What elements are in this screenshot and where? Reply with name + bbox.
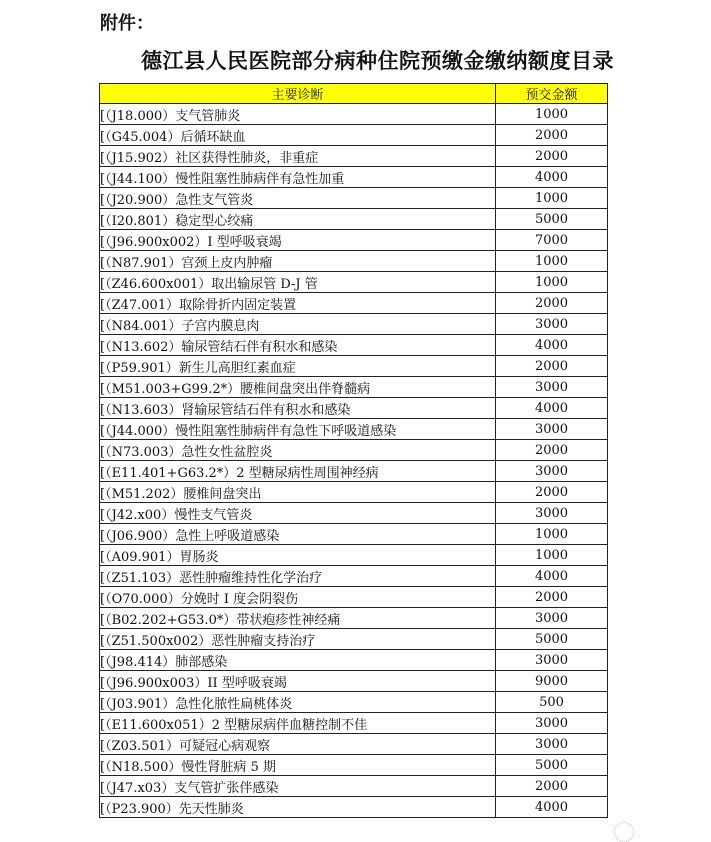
diagnosis-cell: [（P23.900）先天性肺炎: [100, 797, 496, 818]
header-amount: 预交金额: [496, 84, 608, 104]
diagnosis-cell: [（M51.202）腰椎间盘突出: [100, 482, 496, 503]
header-diagnosis: 主要诊断: [100, 84, 496, 104]
diagnosis-cell: [（J18.000）支气管肺炎: [100, 104, 496, 125]
diagnosis-cell: [（Z03.501）可疑冠心病观察: [100, 734, 496, 755]
diagnosis-cell: [（M51.003+G99.2*）腰椎间盘突出伴脊髓病: [100, 377, 496, 398]
amount-cell: 2000: [496, 125, 608, 146]
amount-cell: 4000: [496, 335, 608, 356]
amount-cell: 3000: [496, 377, 608, 398]
diagnosis-cell: [（E11.600x051）2 型糖尿病伴血糖控制不佳: [100, 713, 496, 734]
table-row: [100, 713, 608, 734]
diagnosis-cell: [（E11.401+G63.2*）2 型糖尿病性周围神经病: [100, 461, 496, 482]
diagnosis-cell: [（P59.901）新生儿高胆红素血症: [100, 356, 496, 377]
table-row: [100, 692, 608, 713]
table-body: [100, 104, 608, 818]
table-row: [100, 230, 608, 251]
diagnosis-cell: [（N73.003）急性女性盆腔炎: [100, 440, 496, 461]
amount-cell: 2000: [496, 482, 608, 503]
amount-cell: 1000: [496, 104, 608, 125]
table-header-row: [100, 84, 608, 104]
table-row: [100, 377, 608, 398]
diagnosis-cell: [（Z46.600x001）取出输尿管 D-J 管: [100, 272, 496, 293]
table-row: [100, 650, 608, 671]
amount-cell: 5000: [496, 629, 608, 650]
table-row: [100, 545, 608, 566]
table-row: [100, 104, 608, 125]
attachment-label: 附件：: [100, 13, 154, 34]
diagnosis-cell: [（J20.900）急性支气管炎: [100, 188, 496, 209]
table-row: [100, 776, 608, 797]
table-row: [100, 125, 608, 146]
deposit-table: [99, 83, 608, 818]
table-row: [100, 797, 608, 818]
diagnosis-cell: [（I20.801）稳定型心绞痛: [100, 209, 496, 230]
table-row: [100, 524, 608, 545]
amount-cell: 2000: [496, 587, 608, 608]
amount-cell: 1000: [496, 524, 608, 545]
diagnosis-cell: [（B02.202+G53.0*）带状疱疹性神经痛: [100, 608, 496, 629]
table-row: [100, 566, 608, 587]
amount-cell: 5000: [496, 755, 608, 776]
diagnosis-cell: [（J06.900）急性上呼吸道感染: [100, 524, 496, 545]
amount-cell: 3000: [496, 503, 608, 524]
amount-cell: 1000: [496, 272, 608, 293]
table-row: [100, 167, 608, 188]
diagnosis-cell: [（J98.414）肺部感染: [100, 650, 496, 671]
diagnosis-cell: [（Z47.001）取除骨折内固定装置: [100, 293, 496, 314]
page-title: 德江县人民医院部分病种住院预缴金缴纳额度目录: [141, 48, 614, 73]
amount-cell: 3000: [496, 461, 608, 482]
table-row: [100, 272, 608, 293]
diagnosis-cell: [（J96.900x003）II 型呼吸衰竭: [100, 671, 496, 692]
table-row: [100, 335, 608, 356]
diagnosis-cell: [（Z51.103）恶性肿瘤维持性化学治疗: [100, 566, 496, 587]
amount-cell: 1000: [496, 251, 608, 272]
amount-cell: 2000: [496, 146, 608, 167]
table-row: [100, 146, 608, 167]
diagnosis-cell: [（G45.004）后循环缺血: [100, 125, 496, 146]
amount-cell: 4000: [496, 167, 608, 188]
table-row: [100, 251, 608, 272]
diagnosis-cell: [（O70.000）分娩时 I 度会阴裂伤: [100, 587, 496, 608]
amount-cell: 2000: [496, 440, 608, 461]
table-row: [100, 482, 608, 503]
amount-cell: 4000: [496, 797, 608, 818]
diagnosis-cell: [（J03.901）急性化脓性扁桃体炎: [100, 692, 496, 713]
table-row: [100, 398, 608, 419]
amount-cell: 1000: [496, 188, 608, 209]
amount-cell: 9000: [496, 671, 608, 692]
diagnosis-cell: [（A09.901）胃肠炎: [100, 545, 496, 566]
table-row: [100, 671, 608, 692]
amount-cell: 2000: [496, 356, 608, 377]
amount-cell: 4000: [496, 566, 608, 587]
amount-cell: 3000: [496, 713, 608, 734]
amount-cell: 500: [496, 692, 608, 713]
table-row: [100, 188, 608, 209]
diagnosis-cell: [（N18.500）慢性肾脏病 5 期: [100, 755, 496, 776]
diagnosis-cell: [（N84.001）子宫内膜息肉: [100, 314, 496, 335]
amount-cell: 2000: [496, 776, 608, 797]
diagnosis-cell: [（J47.x03）支气管扩张伴感染: [100, 776, 496, 797]
diagnosis-cell: [（N87.901）宫颈上皮内肿瘤: [100, 251, 496, 272]
amount-cell: 5000: [496, 209, 608, 230]
amount-cell: 4000: [496, 398, 608, 419]
diagnosis-cell: [（N13.602）输尿管结石伴有积水和感染: [100, 335, 496, 356]
table-row: [100, 314, 608, 335]
amount-cell: 3000: [496, 419, 608, 440]
table-row: [100, 461, 608, 482]
table-row: [100, 440, 608, 461]
table-row: [100, 608, 608, 629]
table-row: [100, 419, 608, 440]
table-row: [100, 629, 608, 650]
amount-cell: 3000: [496, 734, 608, 755]
table-row: [100, 755, 608, 776]
diagnosis-cell: [（J42.x00）慢性支气管炎: [100, 503, 496, 524]
diagnosis-cell: [（J96.900x002）I 型呼吸衰竭: [100, 230, 496, 251]
amount-cell: 1000: [496, 545, 608, 566]
amount-cell: 7000: [496, 230, 608, 251]
diagnosis-cell: [（J44.100）慢性阻塞性肺病伴有急性加重: [100, 167, 496, 188]
table-row: [100, 293, 608, 314]
amount-cell: 3000: [496, 650, 608, 671]
amount-cell: 3000: [496, 608, 608, 629]
table-row: [100, 734, 608, 755]
amount-cell: 2000: [496, 293, 608, 314]
diagnosis-cell: [（N13.603）肾输尿管结石伴有积水和感染: [100, 398, 496, 419]
diagnosis-cell: [（J15.902）社区获得性肺炎，非重症: [100, 146, 496, 167]
table-row: [100, 209, 608, 230]
table-row: [100, 587, 608, 608]
table-row: [100, 356, 608, 377]
diagnosis-cell: [（J44.000）慢性阻塞性肺病伴有急性下呼吸道感染: [100, 419, 496, 440]
table-row: [100, 503, 608, 524]
diagnosis-cell: [（Z51.500x002）恶性肿瘤支持治疗: [100, 629, 496, 650]
amount-cell: 3000: [496, 314, 608, 335]
faint-stamp-mark: [614, 822, 634, 842]
